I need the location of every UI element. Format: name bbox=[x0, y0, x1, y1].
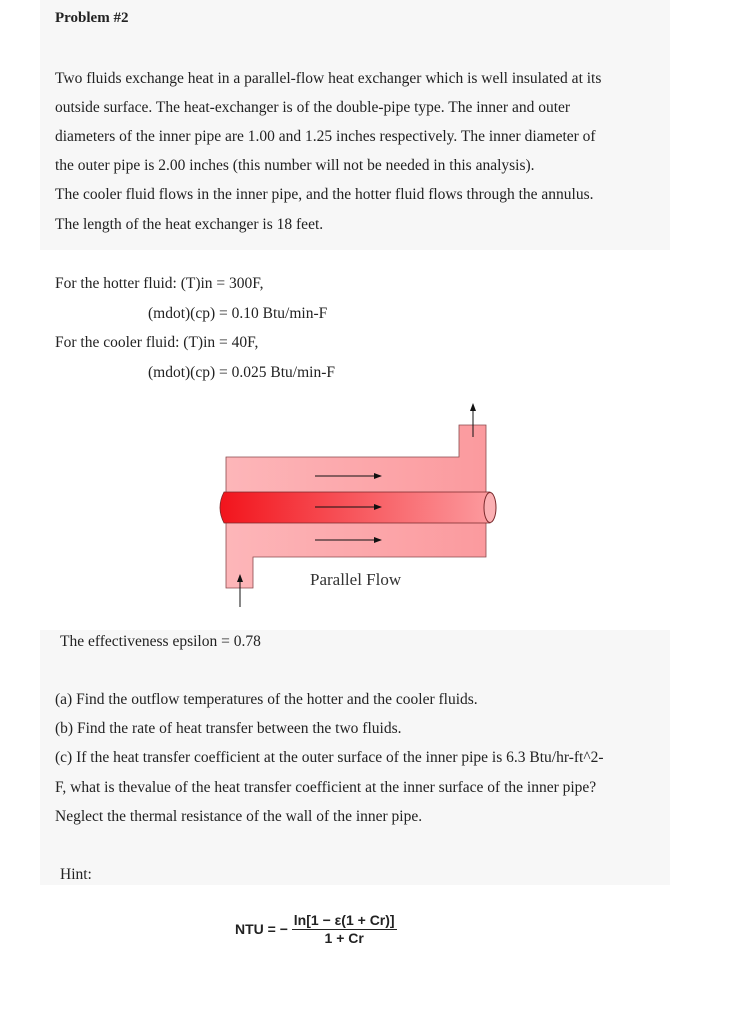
formula-fraction bbox=[292, 912, 397, 946]
question-b: (b) Find the rate of heat transfer between the two fluids. bbox=[55, 720, 402, 737]
formula-denominator: 1 + Cr bbox=[324, 930, 364, 946]
intro-line: Two fluids exchange heat in a parallel-flow heat exchanger which is well insulated at its bbox=[55, 70, 602, 87]
ntu-formula bbox=[235, 912, 397, 946]
hint-label: Hint: bbox=[60, 866, 92, 883]
cold-fluid-capacity: (mdot)(cp) = 0.025 Btu/min-F bbox=[148, 364, 335, 381]
question-c-cont: F, what is thevalue of the heat transfer coefficient at the inner surface of the inner pipe? bbox=[55, 779, 597, 796]
question-a: (a) Find the outflow temperatures of the hotter and the cooler fluids. bbox=[55, 691, 478, 708]
hot-fluid-capacity: (mdot)(cp) = 0.10 Btu/min-F bbox=[148, 305, 328, 322]
hot-fluid-inlet: For the hotter fluid: (T)in = 300F, bbox=[55, 275, 264, 292]
problem-title: Problem #2 bbox=[55, 10, 129, 26]
intro-line: The cooler fluid flows in the inner pipe, and the hotter fluid flows through the annulus. bbox=[55, 186, 594, 203]
diagram-label: Parallel Flow bbox=[310, 570, 402, 589]
cold-fluid-inlet: For the cooler fluid: (T)in = 40F, bbox=[55, 334, 259, 351]
effectiveness-text: The effectiveness epsilon = 0.78 bbox=[60, 633, 261, 650]
question-c: (c) If the heat transfer coefficient at the outer surface of the inner pipe is 6.3 Btu/hr-ft^2- bbox=[55, 749, 604, 766]
formula-lhs: NTU = − bbox=[235, 921, 288, 937]
question-c-cont: Neglect the thermal resistance of the wall of the inner pipe. bbox=[55, 808, 423, 825]
pipe-end bbox=[484, 493, 496, 523]
intro-line: outside surface. The heat-exchanger is of the double-pipe type. The inner and outer bbox=[55, 99, 571, 116]
formula-numerator: ln[1 − ε(1 + Cr)] bbox=[293, 912, 395, 928]
intro-line: diameters of the inner pipe are 1.00 and 1.25 inches respectively. The inner diameter of bbox=[55, 128, 596, 145]
intro-line: the outer pipe is 2.00 inches (this number will not be needed in this analysis). bbox=[55, 157, 535, 174]
intro-line: The length of the heat exchanger is 18 feet. bbox=[55, 216, 324, 233]
